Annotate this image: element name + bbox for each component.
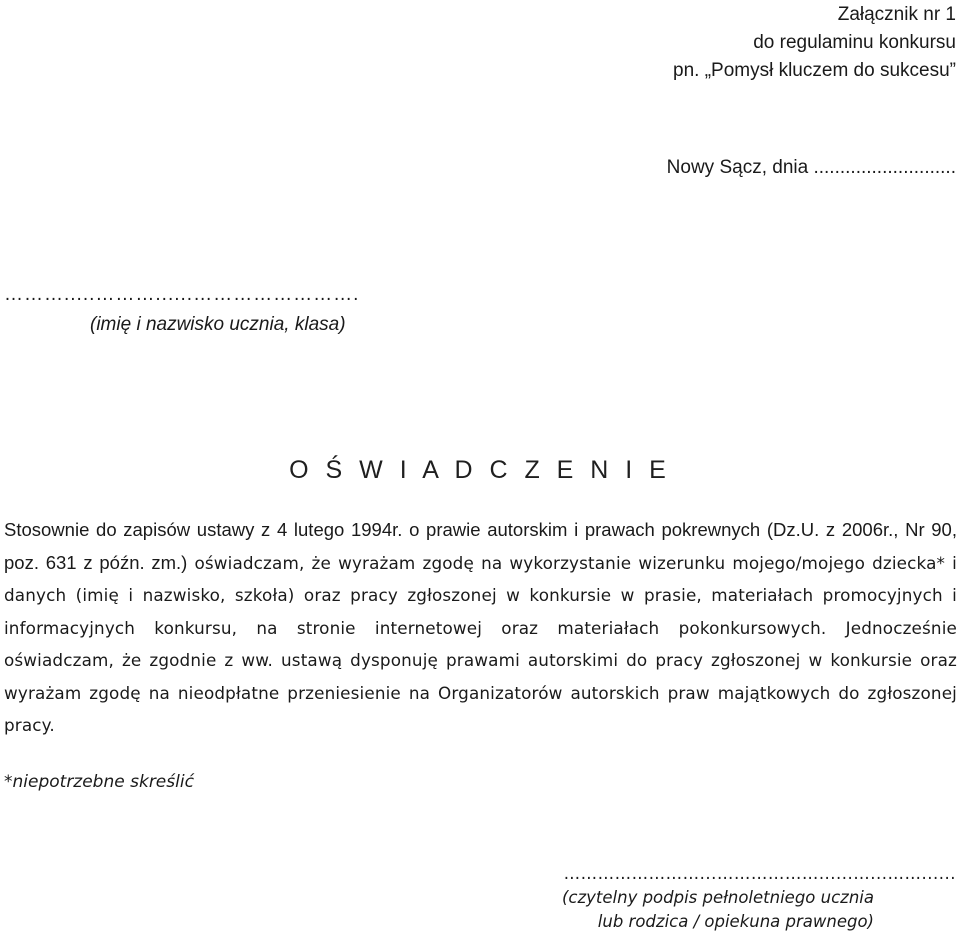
contest-name: pn. „Pomysł kluczem do sukcesu”: [673, 60, 956, 81]
footnote: *niepotrzebne skreślić: [4, 772, 194, 792]
declaration-legal-basis: Stosownie do zapisów ustawy z 4 lutego 1994r. o prawie autorskim i prawach pokrewnych (Dz.U. z 2006r., Nr 90, poz. 631 z późn. zm.): [4, 519, 957, 573]
declaration-consent: oświadczam, że wyrażam zgodę na wykorzystanie wizerunku mojego/mojego dziecka* i danych (imię i nazwisko, szkoła) oraz pracy zgłoszonej w konkursie w prasie, materiałach promocyjnych i informacyjnych konkursu, na stronie internetowej oraz materiałach pokonkursowych. Jednocześnie oświadczam, że zgodnie z ww. ustawą dysponuję prawami autorskimi do pracy zgłoszonej w konkursie oraz wyrażam zgodę na nieodpłatne przeniesienie na Organizatorów autorskich praw majątkowych do zgłoszonej pracy.: [4, 552, 957, 735]
signature-block: [496, 862, 956, 934]
declaration-body: [4, 514, 957, 742]
signature-dotted-line: ……………………...………………......…...……......: [563, 864, 956, 883]
signature-caption-line2: lub rodzica / opiekuna prawnego): [597, 912, 874, 931]
place-date-line: Nowy Sącz, dnia ...........................: [666, 157, 956, 178]
student-name-dotted-line: ……….....………......…………………….: [4, 284, 360, 305]
attachment-regulation: do regulaminu konkursu: [753, 32, 956, 53]
student-name-caption: (imię i nazwisko ucznia, klasa): [90, 314, 346, 335]
attachment-number: Załącznik nr 1: [837, 4, 956, 25]
document-title: O Ś W I A D C Z E N I E: [289, 456, 671, 484]
signature-caption-line1: (czytelny podpis pełnoletniego ucznia: [561, 888, 874, 907]
attachment-header: [673, 1, 956, 85]
